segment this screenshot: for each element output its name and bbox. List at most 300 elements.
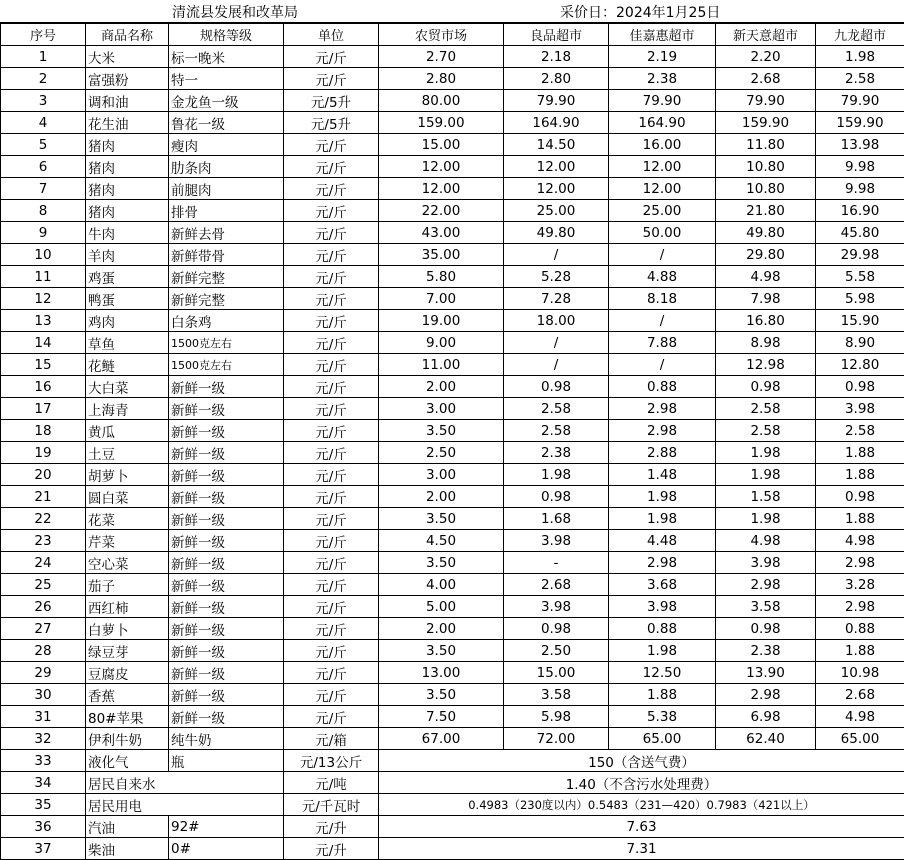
table-cell: 元/箱 (284, 728, 379, 750)
table-cell: 元/斤 (284, 156, 379, 178)
table-cell: 元/斤 (284, 508, 379, 530)
table-cell: 排骨 (169, 200, 284, 222)
table-row (1, 728, 904, 750)
table-cell: 80#苹果 (86, 706, 169, 728)
table-cell: 13.90 (716, 662, 816, 684)
table-cell: 4.50 (379, 530, 504, 552)
table-cell: 土豆 (86, 442, 169, 464)
table-cell: 元/5升 (284, 112, 379, 134)
table-cell: 元/斤 (284, 332, 379, 354)
table-row (1, 178, 904, 200)
table-cell: 2.98 (716, 574, 816, 596)
table-row (1, 706, 904, 728)
table-cell: 25.00 (504, 200, 609, 222)
table-cell: 31 (1, 706, 86, 728)
table-cell: 10.80 (716, 178, 816, 200)
table-cell: / (609, 244, 716, 266)
table-cell: 18.00 (504, 310, 609, 332)
table-row (1, 310, 904, 332)
table-cell: 8.98 (716, 332, 816, 354)
table-cell: 11.00 (379, 354, 504, 376)
table-cell: 14.50 (504, 134, 609, 156)
table-cell: 元/斤 (284, 464, 379, 486)
table-cell: 1.98 (716, 442, 816, 464)
table-cell: 12.98 (716, 354, 816, 376)
table-cell: 2.00 (379, 486, 504, 508)
item-name: 汽油 (86, 816, 169, 838)
table-cell: 花鲢 (86, 354, 169, 376)
table-row (1, 530, 904, 552)
column-header: 序号 (1, 24, 86, 46)
table-cell: 12.00 (379, 178, 504, 200)
table-cell: 3.50 (379, 640, 504, 662)
item-unit: 元/千瓦时 (284, 794, 379, 816)
table-cell: 0.98 (504, 618, 609, 640)
table-cell: 159.90 (716, 112, 816, 134)
table-cell: 5.38 (609, 706, 716, 728)
table-cell: 新鲜带骨 (169, 244, 284, 266)
table-cell: 草鱼 (86, 332, 169, 354)
table-cell: 元/斤 (284, 46, 379, 68)
item-spec: 0# (169, 838, 284, 860)
table-cell: 1.88 (816, 508, 904, 530)
table-cell: 8.18 (609, 288, 716, 310)
table-cell: 3.00 (379, 464, 504, 486)
table-cell: 2.00 (379, 618, 504, 640)
table-cell: 18 (1, 420, 86, 442)
table-cell: 香蕉 (86, 684, 169, 706)
table-cell: 新鲜一级 (169, 530, 284, 552)
item-spec: 瓶 (169, 750, 284, 772)
table-cell: 4.88 (609, 266, 716, 288)
table-cell: 15 (1, 354, 86, 376)
table-cell: 164.90 (504, 112, 609, 134)
table-cell: 1.88 (816, 640, 904, 662)
table-cell: 1.88 (816, 442, 904, 464)
table-cell: 元/斤 (284, 530, 379, 552)
table-cell: 元/斤 (284, 684, 379, 706)
table-cell: 胡萝卜 (86, 464, 169, 486)
table-cell: 元/斤 (284, 376, 379, 398)
table-cell: 新鲜一级 (169, 706, 284, 728)
table-cell: 空心菜 (86, 552, 169, 574)
table-cell: 72.00 (504, 728, 609, 750)
table-cell: 白萝卜 (86, 618, 169, 640)
table-cell: 2.68 (504, 574, 609, 596)
table-cell: 2.68 (816, 684, 904, 706)
table-cell: 15.00 (379, 134, 504, 156)
table-cell: 30 (1, 684, 86, 706)
table-row (1, 838, 904, 860)
table-cell: 16.80 (716, 310, 816, 332)
row-number: 35 (1, 794, 86, 816)
table-cell: 1.88 (609, 684, 716, 706)
table-cell: 0.98 (716, 376, 816, 398)
table-cell: 7.98 (716, 288, 816, 310)
column-header: 良品超市 (504, 24, 609, 46)
table-cell: 猪肉 (86, 178, 169, 200)
table-cell: 纯牛奶 (169, 728, 284, 750)
table-cell: 2.50 (504, 640, 609, 662)
table-cell: 元/斤 (284, 618, 379, 640)
table-cell: 鸡蛋 (86, 266, 169, 288)
table-cell: 2.80 (379, 68, 504, 90)
item-unit: 元/13公斤 (284, 750, 379, 772)
table-cell: 1.98 (716, 508, 816, 530)
row-number: 33 (1, 750, 86, 772)
table-cell: 3.98 (716, 552, 816, 574)
table-cell: 50.00 (609, 222, 716, 244)
table-cell: 9.98 (816, 178, 904, 200)
table-row (1, 112, 904, 134)
table-cell: 9.00 (379, 332, 504, 354)
table-cell: 元/斤 (284, 596, 379, 618)
table-cell: 2.38 (504, 442, 609, 464)
table-cell: 10.80 (716, 156, 816, 178)
merged-price: 7.31 (379, 838, 904, 860)
table-cell: 16 (1, 376, 86, 398)
column-header: 新天意超市 (716, 24, 816, 46)
table-cell: 4.98 (816, 706, 904, 728)
table-cell: 12.00 (504, 178, 609, 200)
table-cell: 2.58 (716, 398, 816, 420)
table-row (1, 266, 904, 288)
merged-price: 7.63 (379, 816, 904, 838)
table-cell: 1.98 (816, 46, 904, 68)
table-cell: 芹菜 (86, 530, 169, 552)
item-spec: 92# (169, 816, 284, 838)
table-cell: 3.98 (609, 596, 716, 618)
item-name: 居民用电 (86, 794, 284, 816)
table-cell: 3.58 (716, 596, 816, 618)
table-cell: 1.98 (609, 508, 716, 530)
table-header-row (1, 24, 904, 46)
table-cell: 8.90 (816, 332, 904, 354)
table-cell: 牛肉 (86, 222, 169, 244)
table-row (1, 662, 904, 684)
table-row (1, 68, 904, 90)
table-cell: 新鲜一级 (169, 684, 284, 706)
table-cell: 159.00 (379, 112, 504, 134)
table-cell: 元/斤 (284, 574, 379, 596)
table-row (1, 508, 904, 530)
table-cell: 新鲜一级 (169, 420, 284, 442)
table-cell: 新鲜一级 (169, 486, 284, 508)
item-unit: 元/升 (284, 838, 379, 860)
table-cell: 21.80 (716, 200, 816, 222)
table-cell: 新鲜一级 (169, 398, 284, 420)
table-cell: 3.50 (379, 684, 504, 706)
table-cell: 元/斤 (284, 310, 379, 332)
table-cell: 13 (1, 310, 86, 332)
table-cell: 3.98 (504, 596, 609, 618)
table-cell: 7.50 (379, 706, 504, 728)
table-cell: 19.00 (379, 310, 504, 332)
table-row (1, 464, 904, 486)
table-cell: 7.00 (379, 288, 504, 310)
table-cell: 1.98 (609, 640, 716, 662)
table-cell: 鲁花一级 (169, 112, 284, 134)
table-cell: 12 (1, 288, 86, 310)
table-cell: 80.00 (379, 90, 504, 112)
table-cell: 元/5升 (284, 90, 379, 112)
table-row (1, 46, 904, 68)
table-cell: 2.98 (609, 420, 716, 442)
table-cell: 65.00 (609, 728, 716, 750)
table-cell: 67.00 (379, 728, 504, 750)
table-cell: 0.98 (504, 376, 609, 398)
table-cell: 新鲜去骨 (169, 222, 284, 244)
table-row (1, 420, 904, 442)
table-cell: 元/斤 (284, 68, 379, 90)
table-cell: 2.58 (716, 420, 816, 442)
table-cell: 调和油 (86, 90, 169, 112)
table-cell: 元/斤 (284, 398, 379, 420)
table-cell: 12.00 (609, 178, 716, 200)
table-cell: 9 (1, 222, 86, 244)
table-cell: 2.68 (716, 68, 816, 90)
table-cell: 10.98 (816, 662, 904, 684)
table-cell: 26 (1, 596, 86, 618)
row-number: 36 (1, 816, 86, 838)
table-cell: / (504, 354, 609, 376)
table-cell: 2.58 (816, 420, 904, 442)
table-cell: 元/斤 (284, 266, 379, 288)
column-header: 九龙超市 (816, 24, 904, 46)
table-row (1, 376, 904, 398)
table-cell: 159.90 (816, 112, 904, 134)
table-cell: 3.50 (379, 420, 504, 442)
table-cell: 2.98 (716, 684, 816, 706)
table-cell: 0.88 (609, 618, 716, 640)
table-cell: 金龙鱼一级 (169, 90, 284, 112)
table-cell: 79.90 (504, 90, 609, 112)
table-cell: 35.00 (379, 244, 504, 266)
table-cell: 花生油 (86, 112, 169, 134)
table-cell: 2.58 (504, 420, 609, 442)
table-cell: 79.90 (716, 90, 816, 112)
item-name: 居民自来水 (86, 772, 284, 794)
table-cell: 元/斤 (284, 200, 379, 222)
table-cell: 3.28 (816, 574, 904, 596)
table-cell: 圆白菜 (86, 486, 169, 508)
item-name: 柴油 (86, 838, 169, 860)
table-cell: 16.00 (609, 134, 716, 156)
table-cell: 32 (1, 728, 86, 750)
table-cell: 1.98 (504, 464, 609, 486)
table-cell: 5.98 (816, 288, 904, 310)
table-cell: 19 (1, 442, 86, 464)
table-cell: 元/斤 (284, 222, 379, 244)
column-header: 规格等级 (169, 24, 284, 46)
table-row (1, 772, 904, 794)
table-cell: 猪肉 (86, 134, 169, 156)
table-cell: / (504, 332, 609, 354)
table-cell: 新鲜一级 (169, 618, 284, 640)
table-cell: 1.88 (816, 464, 904, 486)
table-cell: 元/斤 (284, 640, 379, 662)
table-cell: 17 (1, 398, 86, 420)
table-cell: 大白菜 (86, 376, 169, 398)
sheet-header (0, 0, 904, 23)
table-cell: 8 (1, 200, 86, 222)
table-cell: 5.98 (504, 706, 609, 728)
table-cell: 新鲜一级 (169, 574, 284, 596)
table-cell: 元/斤 (284, 178, 379, 200)
table-cell: 2.98 (816, 596, 904, 618)
table-cell: 0.88 (816, 618, 904, 640)
table-row (1, 222, 904, 244)
table-cell: 0.98 (816, 486, 904, 508)
table-cell: 0.88 (609, 376, 716, 398)
table-cell: 1.98 (609, 486, 716, 508)
table-cell: 元/斤 (284, 486, 379, 508)
table-cell: 6.98 (716, 706, 816, 728)
table-cell: 2.80 (504, 68, 609, 90)
table-cell: 4.98 (716, 530, 816, 552)
table-row (1, 618, 904, 640)
row-number: 37 (1, 838, 86, 860)
table-cell: 羊肉 (86, 244, 169, 266)
table-row (1, 816, 904, 838)
table-cell: 62.40 (716, 728, 816, 750)
price-table (0, 23, 904, 860)
table-cell: 鸡肉 (86, 310, 169, 332)
row-number: 34 (1, 772, 86, 794)
table-cell: 5.28 (504, 266, 609, 288)
table-row (1, 288, 904, 310)
table-cell: 27 (1, 618, 86, 640)
table-cell: 西红柿 (86, 596, 169, 618)
table-row (1, 134, 904, 156)
table-cell: 元/斤 (284, 706, 379, 728)
table-row (1, 640, 904, 662)
table-row (1, 90, 904, 112)
table-cell: 15.90 (816, 310, 904, 332)
table-cell: 4.98 (716, 266, 816, 288)
table-cell: 43.00 (379, 222, 504, 244)
table-row (1, 486, 904, 508)
table-cell: 3.50 (379, 508, 504, 530)
table-cell: 9.98 (816, 156, 904, 178)
table-cell: 花菜 (86, 508, 169, 530)
table-cell: 新鲜一级 (169, 376, 284, 398)
table-cell: 29.98 (816, 244, 904, 266)
table-cell: 元/斤 (284, 288, 379, 310)
table-cell: 13.00 (379, 662, 504, 684)
table-cell: 5.80 (379, 266, 504, 288)
table-cell: 29 (1, 662, 86, 684)
table-cell: / (609, 354, 716, 376)
table-cell: 1.48 (609, 464, 716, 486)
table-row (1, 156, 904, 178)
table-cell: 1.68 (504, 508, 609, 530)
table-cell: 79.90 (609, 90, 716, 112)
table-cell: 4.00 (379, 574, 504, 596)
table-cell: 2.88 (609, 442, 716, 464)
table-cell: 3 (1, 90, 86, 112)
table-cell: 2.70 (379, 46, 504, 68)
item-unit: 元/升 (284, 816, 379, 838)
column-header: 单位 (284, 24, 379, 46)
table-row (1, 442, 904, 464)
table-row (1, 552, 904, 574)
table-cell: 2.58 (504, 398, 609, 420)
table-cell: 5.58 (816, 266, 904, 288)
table-cell: 前腿肉 (169, 178, 284, 200)
table-cell: 新鲜一级 (169, 508, 284, 530)
table-cell: 11 (1, 266, 86, 288)
table-cell: 新鲜一级 (169, 464, 284, 486)
column-header: 商品名称 (86, 24, 169, 46)
table-cell: 25.00 (609, 200, 716, 222)
table-cell: 79.90 (816, 90, 904, 112)
table-cell: 29.80 (716, 244, 816, 266)
table-cell: 12.00 (609, 156, 716, 178)
org-name: 清流县发展和改革局 (172, 2, 298, 22)
table-cell: 鸭蛋 (86, 288, 169, 310)
table-cell: 12.00 (504, 156, 609, 178)
table-cell: 新鲜完整 (169, 288, 284, 310)
table-cell: 茄子 (86, 574, 169, 596)
table-cell: 24 (1, 552, 86, 574)
table-cell: 49.80 (504, 222, 609, 244)
table-cell: 豆腐皮 (86, 662, 169, 684)
table-row (1, 398, 904, 420)
table-cell: 1.58 (716, 486, 816, 508)
table-cell: 4 (1, 112, 86, 134)
column-header: 佳嘉惠超市 (609, 24, 716, 46)
table-cell: 元/斤 (284, 354, 379, 376)
table-cell: 2.98 (609, 552, 716, 574)
table-cell: 富强粉 (86, 68, 169, 90)
table-cell: 肋条肉 (169, 156, 284, 178)
table-cell: 2.19 (609, 46, 716, 68)
table-row (1, 596, 904, 618)
table-cell: / (609, 310, 716, 332)
table-cell: 2.58 (816, 68, 904, 90)
table-cell: 45.80 (816, 222, 904, 244)
column-header: 农贸市场 (379, 24, 504, 46)
table-cell: 7 (1, 178, 86, 200)
table-cell: 4.98 (816, 530, 904, 552)
table-cell: 黄瓜 (86, 420, 169, 442)
table-cell: 上海青 (86, 398, 169, 420)
table-cell: 绿豆芽 (86, 640, 169, 662)
table-cell: 元/斤 (284, 244, 379, 266)
table-cell: 大米 (86, 46, 169, 68)
table-cell: 3.68 (609, 574, 716, 596)
table-cell: 6 (1, 156, 86, 178)
table-cell: 25 (1, 574, 86, 596)
table-cell: 伊利牛奶 (86, 728, 169, 750)
table-cell: 3.50 (379, 552, 504, 574)
table-cell: 1 (1, 46, 86, 68)
table-cell: 新鲜一级 (169, 552, 284, 574)
merged-price: 0.4983（230度以内）0.5483（231—420）0.7983（421以上） (379, 794, 904, 816)
table-cell: 新鲜完整 (169, 266, 284, 288)
table-cell: 新鲜一级 (169, 596, 284, 618)
table-row (1, 750, 904, 772)
survey-date: 采价日：2024年1月25日 (560, 2, 720, 22)
table-cell: 1500克左右 (169, 354, 284, 376)
table-cell: 3.98 (504, 530, 609, 552)
table-row (1, 684, 904, 706)
table-cell: 2.38 (716, 640, 816, 662)
table-cell: 15.00 (504, 662, 609, 684)
table-cell: 元/斤 (284, 552, 379, 574)
table-cell: 12.50 (609, 662, 716, 684)
